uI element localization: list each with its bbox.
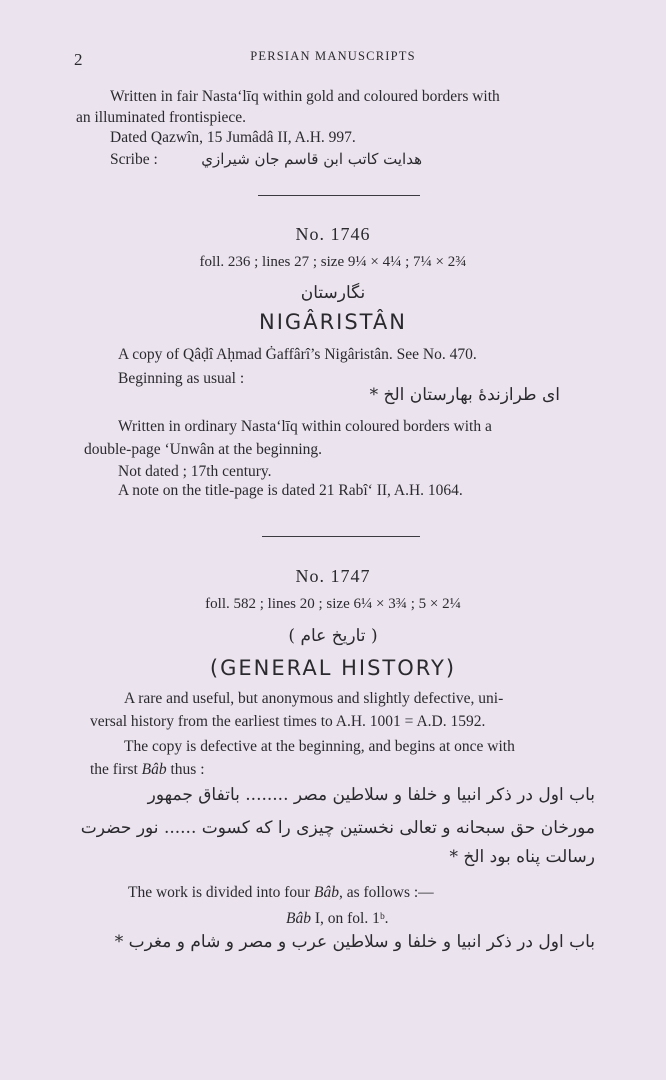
entry-incipit: ای طرازندۀ بهارستان الخ *	[369, 385, 560, 405]
section-divider	[262, 536, 420, 537]
prev-entry-scribe-label: Scribe :	[110, 151, 158, 168]
persian-passage-line: باب اول در ذکر انبیا و خلفا و سلاطین مصر ........ باتفاق جمهور	[147, 785, 595, 805]
entry-text-line: double-page ‘Unwân at the beginning.	[84, 441, 323, 458]
entry-title: NIGÂRISTÂN	[259, 310, 407, 334]
persian-passage-line: مورخان حق سبحانه و تعالی نخستین چیزی را که کسوت ...... نور حضرت	[80, 818, 595, 838]
entry-text-line: Written in ordinary Nasta‘līq within coloured borders with a	[118, 418, 492, 435]
prev-entry-dated: Dated Qazwîn, 15 Jumâdâ II, A.H. 997.	[110, 129, 356, 146]
entry-text-line: A copy of Qâḍî Aḥmad Ġaffârî’s Nigâristân. See No. 470.	[118, 346, 477, 363]
persian-passage-line: باب اول در ذکر انبیا و خلفا و سلاطین عرب و مصر و شام و مغرب *	[114, 932, 595, 952]
entry-text-line: the first Bâb thus :	[90, 761, 205, 778]
entry-text-line: Not dated ; 17th century.	[118, 463, 272, 480]
section-divider	[258, 195, 420, 196]
running-head: PERSIAN MANUSCRIPTS	[250, 49, 416, 63]
entry-title-persian: ( تاریخ عام )	[288, 626, 378, 646]
page-number: 2	[74, 50, 83, 69]
entry-title: (GENERAL HISTORY)	[209, 656, 457, 680]
entry-number: No. 1746	[295, 224, 371, 244]
entry-text-line: The copy is defective at the beginning, and begins at once with	[124, 738, 515, 755]
bab-heading: Bâb I, on fol. 1ᵇ.	[286, 910, 389, 927]
entry-folio-info: foll. 582 ; lines 20 ; size 6¼ × 3¾ ; 5 × 2¼	[205, 596, 461, 612]
entry-text-line: The work is divided into four Bâb, as follows :—	[128, 884, 434, 901]
entry-number: No. 1747	[295, 566, 371, 586]
persian-passage-line: رسالت پناه بود الخ *	[449, 847, 595, 867]
prev-entry-line-2: an illuminated frontispiece.	[76, 109, 247, 126]
prev-entry-scribe-name: هدايت كاتب ابن قاسم جان شيرازي	[201, 150, 422, 168]
entry-text-line: A note on the title-page is dated 21 Rabî‘ II, A.H. 1064.	[118, 482, 463, 499]
entry-text-line: Beginning as usual :	[118, 370, 245, 387]
entry-text-line: A rare and useful, but anonymous and slightly defective, uni-	[124, 690, 504, 707]
entry-text-line: versal history from the earliest times to A.H. 1001 = A.D. 1592.	[90, 713, 486, 730]
entry-title-persian: نگارستان	[300, 283, 366, 303]
prev-entry-line-1: Written in fair Nasta‘līq within gold and coloured borders with	[110, 88, 500, 105]
entry-folio-info: foll. 236 ; lines 27 ; size 9¼ × 4¼ ; 7¼ × 2¾	[199, 254, 467, 270]
